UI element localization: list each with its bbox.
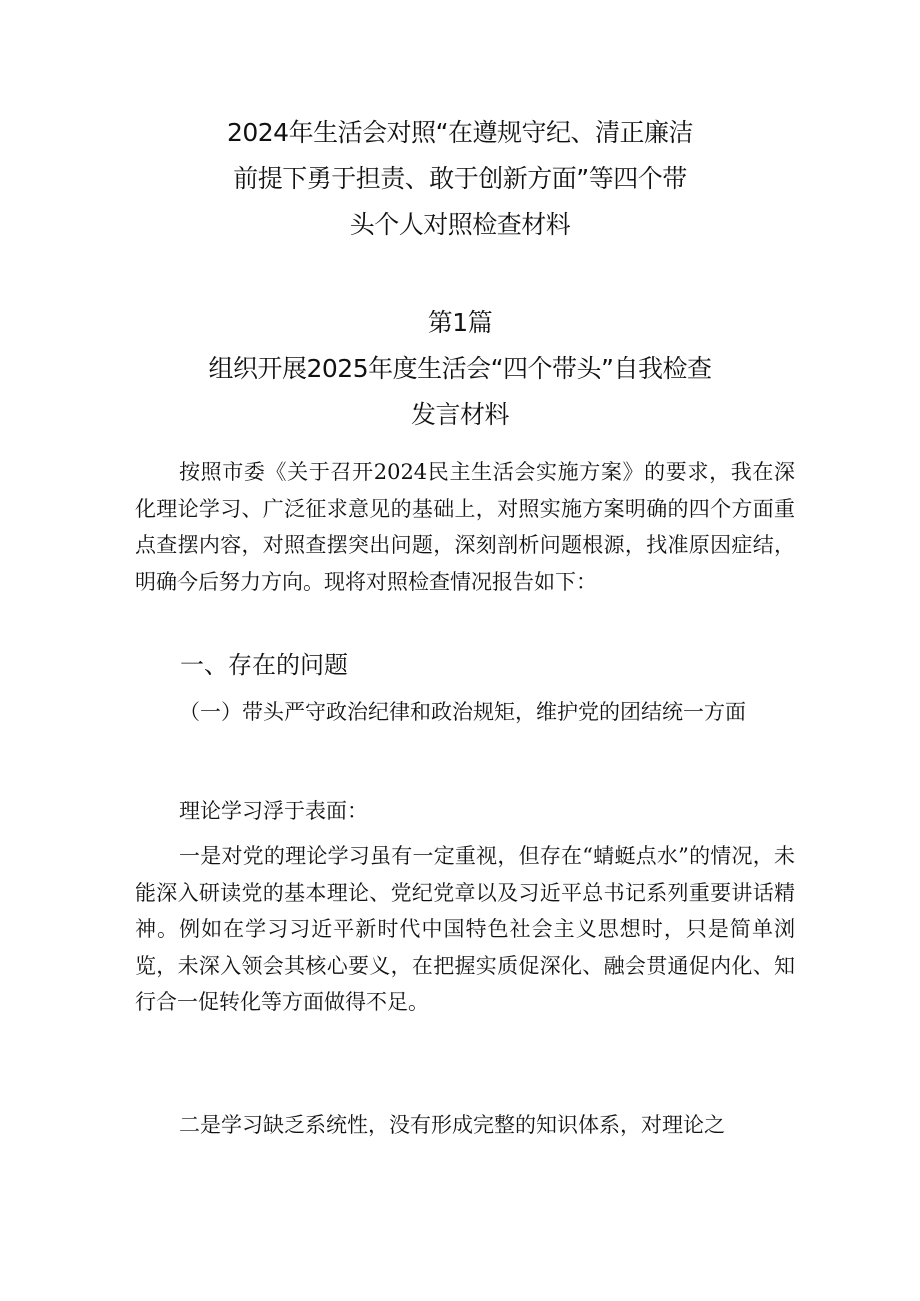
paragraph-1-block: [135, 838, 795, 1021]
intro-paragraph: 按照市委《关于召开2024民主生活会实施方案》的要求，我在深化理论学习、广泛征求意见的基础上，对照实施方案明确的四个方面重点查摆内容，对照查摆突出问题，深刻剖析问题根源，找准原因症结，明确今后努力方向。现将对照检查情况报告如下：: [135, 460, 795, 594]
subheading-block: [135, 694, 795, 731]
subheading-discipline: （一）带头严守政治纪律和政治规矩，维护党的团结统一方面: [179, 700, 746, 724]
intro-block: [135, 454, 795, 600]
subheading-2-block: [135, 793, 795, 830]
section-heading: [0, 300, 920, 438]
paragraph-point-one: 一是对党的理论学习虽有一定重视，但存在“蜻蜓点水”的情况，未能深入研读党的基本理论、党纪党章以及习近平总书记系列重要讲话精神。例如在学习习近平新时代中国特色社会主义思想时，只是简单浏览，未深入领会其核心要义，在把握实质促深化、融会贯通促内化、知行合一促转化等方面做得不足。: [135, 844, 795, 1014]
title-line-3: 头个人对照检查材料: [349, 210, 571, 239]
title-line-1: 2024年生活会对照“在遵规守纪、清正廉洁: [226, 118, 694, 147]
heading-problems: 一、存在的问题: [180, 651, 348, 679]
title-line-2: 前提下勇于担责、敢于创新方面”等四个带: [233, 164, 687, 193]
document-title: [0, 110, 920, 248]
section-label: 第1篇: [427, 308, 493, 337]
subheading-theory-study: 理论学习浮于表面：: [179, 799, 368, 823]
paragraph-point-two: 二是学习缺乏系统性，没有形成完整的知识体系，对理论之: [179, 1113, 725, 1137]
subtitle-line-1: 组织开展2025年度生活会“四个带头”自我检查: [208, 354, 712, 383]
paragraph-2-block: [135, 1107, 795, 1147]
subtitle-line-2: 发言材料: [410, 400, 509, 429]
